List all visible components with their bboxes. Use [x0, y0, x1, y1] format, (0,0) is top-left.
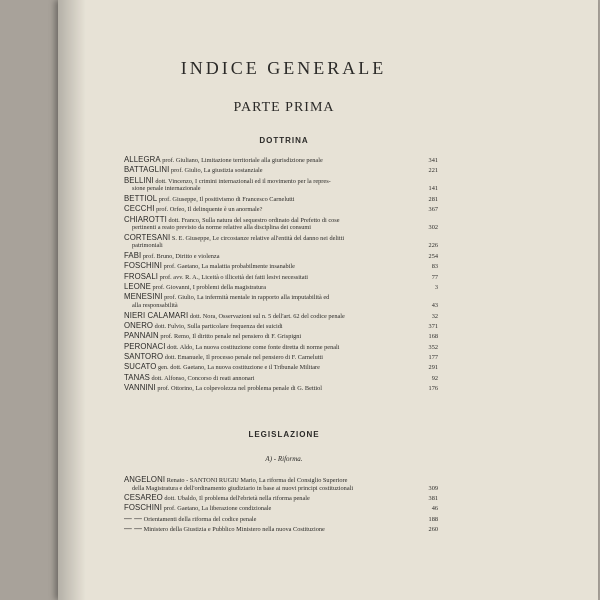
author-name: CECCHI	[124, 204, 155, 214]
section-heading-legislazione: LEGISLAZIONE	[248, 430, 320, 439]
index-title: INDICE GENERALE	[180, 58, 387, 78]
entry-title: prof. Orfeo, Il delinquente è un anormale?	[156, 206, 263, 214]
index-entry	[124, 216, 438, 232]
page-number: 226	[428, 242, 438, 250]
author-name: FABI	[124, 250, 142, 260]
index-entry	[124, 166, 438, 175]
entry-title: prof. Gaetano, La malattia probabilmente insanabile	[163, 263, 295, 271]
index-entry	[124, 205, 438, 214]
page-number: 371	[428, 322, 438, 330]
index-entry	[124, 177, 438, 193]
author-name: VANNINI	[124, 383, 156, 393]
entry-title: prof. Remo, Il diritto penale nel pensiero di F. Grispigni	[160, 333, 302, 341]
index-entry	[124, 525, 438, 534]
index-entry	[124, 374, 438, 383]
dottrina-entries	[124, 156, 438, 395]
page-number: 291	[428, 364, 438, 372]
entry-title: prof. Gaetano, La liberazione condizionale	[163, 505, 272, 513]
legislazione-entries	[124, 476, 438, 536]
entry-title-continued: pertinenti a reato previsto da norme relative alla disciplina dei consumi	[132, 224, 312, 232]
section-heading-dottrina: DOTTRINA	[259, 136, 309, 145]
page-number: 43	[431, 302, 438, 310]
page-number: 77	[431, 273, 438, 281]
index-entry	[124, 312, 438, 321]
author-name: ANGELONI	[124, 475, 166, 484]
entry-title: gen. dott. Gaetano, La nuova costituzione e il Tribunale Militare	[157, 364, 320, 372]
page-number: 3	[434, 284, 438, 292]
page-number: 341	[428, 157, 438, 164]
entry-title: prof. Giulio, La giustizia sostanziale	[170, 167, 263, 175]
page-number: 168	[428, 333, 438, 341]
entry-title-continued: sione penale internazionale	[132, 185, 201, 193]
entry-title: dott. Nora, Osservazioni sul n. 5 dell'art. 62 del codice penale	[189, 312, 345, 320]
author-name: SANTORO	[124, 352, 164, 362]
index-entry	[124, 195, 438, 204]
page-number: 309	[428, 484, 438, 492]
index-entry	[124, 156, 438, 165]
entry-title: prof. Giulio, La infermità mentale in rapporto alla imputabilità ed	[164, 294, 330, 302]
index-entry	[124, 476, 438, 492]
entry-title: dott. Franco, Sulla natura del sequestro ordinato dal Prefetto di cose	[168, 216, 340, 224]
index-entry	[124, 234, 438, 250]
entry-title: prof. Giuliano, Limitazione territoriale alla giurisdizione penale	[162, 157, 323, 164]
author-name: NIERI CALAMARI	[124, 310, 189, 320]
index-entry	[124, 384, 438, 393]
author-name: PERONACI	[124, 341, 166, 351]
page-number: 92	[431, 374, 438, 382]
entry-title: prof. Ottorino, La colpevolezza nel problema penale di G. Bettiol	[157, 385, 323, 393]
index-entry	[124, 332, 438, 341]
author-name: CHIAROTTI	[124, 214, 167, 224]
page-number: 302	[428, 224, 438, 232]
index-entry	[124, 262, 438, 271]
page-number: 281	[428, 195, 438, 203]
author-name: LEONE	[124, 282, 151, 292]
subsection-heading: A) - Riforma.	[265, 455, 303, 463]
page-number: 260	[428, 526, 438, 534]
entry-title: prof. Bruno, Diritto e violenza	[142, 252, 220, 260]
index-entry	[124, 363, 438, 372]
entry-title-continued: patrimoniali	[132, 242, 163, 250]
index-entry	[124, 252, 438, 261]
author-name: SUCATO	[124, 362, 157, 372]
author-name: ALLEGRA	[124, 155, 161, 164]
index-entry	[124, 504, 438, 513]
author-name: BETTIOL	[124, 193, 158, 203]
page-number: 367	[428, 206, 438, 214]
author-name: TANAS	[124, 372, 150, 382]
entry-title: dott. Vincenzo, I crimini internazionali ed il movimento per la repres-	[155, 177, 331, 185]
page-number: 188	[428, 515, 438, 523]
index-entry	[124, 283, 438, 292]
index-entry	[124, 494, 438, 503]
author-name: — —	[124, 524, 143, 534]
author-name: MENESINI	[124, 292, 163, 302]
entry-title: S. E. Giuseppe, Le circostanze relative all'entità del danno nei delitti	[171, 234, 345, 242]
entry-title: Ministero della Giustizia e Pubblico Ministero nella nuova Costituzione	[143, 526, 325, 534]
entry-title: prof. avv. R. A., Liceità o illiceità dei fatti lesivi necessitati	[159, 273, 309, 281]
entry-title: Renato - SANTONI RUGIU Mario, La riforma del Consiglio Superiore	[166, 477, 348, 484]
page-number: 141	[428, 185, 438, 193]
author-name: BELLINI	[124, 175, 154, 185]
page-number: 83	[431, 263, 438, 271]
author-name: ONERO	[124, 320, 154, 330]
author-name: FROSALI	[124, 271, 159, 281]
page-number: 221	[428, 167, 438, 175]
entry-title-continued: alla responsabilità	[132, 302, 178, 310]
entry-title: prof. Giovanni, I problemi della magistratura	[152, 284, 267, 292]
page-number: 32	[431, 312, 438, 320]
entry-title: dott. Emanuele, Il processo penale nel pensiero di F. Carnelutti	[164, 354, 323, 362]
entry-title: Orientamenti della riforma del codice penale	[143, 515, 257, 523]
entry-title: dott. Ubaldo, Il problema dell'ebrietà nella riforma penale	[164, 495, 310, 503]
author-name: FOSCHINI	[124, 503, 163, 513]
page-number: 46	[431, 505, 438, 513]
index-entry	[124, 293, 438, 309]
author-name: BATTAGLINI	[124, 165, 170, 175]
page-number: 381	[428, 495, 438, 503]
author-name: FOSCHINI	[124, 261, 163, 271]
index-entry	[124, 343, 438, 352]
part-title: PARTE PRIMA	[233, 100, 335, 115]
page-number: 254	[428, 252, 438, 260]
page-number: 352	[428, 343, 438, 351]
entry-title-continued: della Magistratura e dell'ordinamento giudiziario in base ai nuovi principi costituzionali	[132, 484, 354, 492]
entry-title: prof. Giuseppe, Il positivismo di Francesco Carnelutti	[158, 195, 295, 203]
author-name: CORTESANI	[124, 232, 171, 242]
entry-title: dott. Aldo, La nuova costituzione come fonte diretta di norme penali	[167, 343, 340, 351]
page-number: 177	[428, 354, 438, 362]
index-entry	[124, 322, 438, 331]
index-entry	[124, 515, 438, 524]
author-name: — —	[124, 513, 143, 523]
index-entry	[124, 353, 438, 362]
page-number: 176	[428, 385, 438, 393]
author-name: CESAREO	[124, 493, 163, 503]
entry-title: dott. Alfonso, Concorso di reati annonari	[151, 374, 255, 382]
entry-title: dott. Fulvio, Sulla particolare frequenza dei suicidi	[154, 322, 283, 330]
author-name: PANNAIN	[124, 331, 159, 341]
index-entry	[124, 273, 438, 282]
